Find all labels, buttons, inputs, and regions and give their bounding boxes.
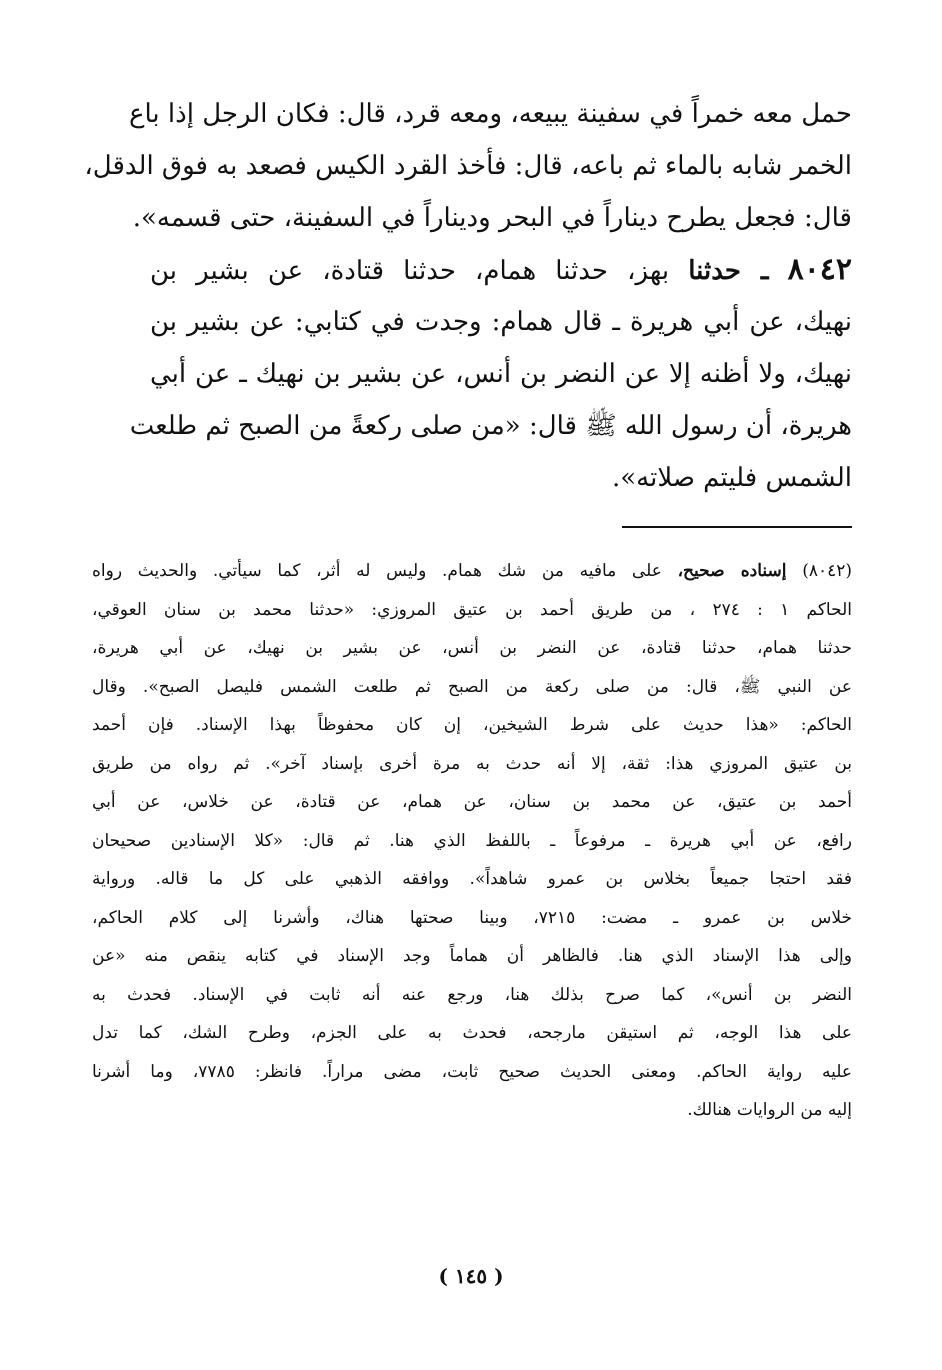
footnote-line: وإلى هذا الإسناد الذي هنا. فالظاهر أن هماماً وجد الإسناد في كتابه ينقص منه «عن bbox=[92, 946, 852, 966]
text-line: نهيك، عن أبي هريرة ـ قال همام: وجدت في كتابي: عن بشير بن bbox=[150, 307, 852, 337]
footnote-line: فقد احتجا جميعاً بخلاس بن عمرو شاهداً». ووافقه الذهبي على كل ما قاله. ورواية bbox=[92, 869, 852, 889]
text-line: الخمر شابه بالماء ثم باعه، قال: فأخذ القرد الكيس فصعد به فوق الدقل، bbox=[84, 151, 852, 181]
footnote-divider bbox=[622, 526, 852, 528]
footnote-text: على مافيه من شك همام. وليس له أثر، كما سيأتي. والحديث رواه bbox=[92, 561, 662, 581]
footnote-line: رافع، عن أبي هريرة ـ مرفوعاً ـ باللفظ الذي هنا. ثم قال: «كلا الإسنادين صحيحان bbox=[92, 830, 852, 851]
footnote-ref: (٨٠٤٢) bbox=[802, 561, 853, 581]
main-text bbox=[84, 88, 853, 504]
footnote-line: على هذا الوجه، ثم استيقن مارجحه، فحدث به على الجزم، وطرح الشك، كما تدل bbox=[92, 1023, 852, 1043]
hadith-first-line bbox=[150, 244, 852, 296]
hadith-lead: ـ حدثنا bbox=[688, 256, 769, 286]
footnote-line: عن النبي ﷺ، قال: من صلى ركعة من الصبح ثم طلعت الشمس فليصل الصبح». وقال bbox=[92, 676, 852, 697]
page-number: ( ١٤٥ ) bbox=[438, 1264, 504, 1288]
text-line: حمل معه خمراً في سفينة يبيعه، ومعه قرد، قال: فكان الرجل إذا باع bbox=[129, 99, 852, 129]
footnote-line: عليه رواية الحاكم. ومعنى الحديث صحيح ثابت، مضى مراراً. فانظر: ٧٧٨٥، وما أشرنا bbox=[92, 1061, 852, 1082]
text-line: الشمس فليتم صلاته». bbox=[611, 463, 852, 493]
text-line: قال: فجعل يطرح ديناراً في البحر وديناراً في السفينة، حتى قسمه». bbox=[132, 203, 852, 233]
footnote-line: الحاكم: «هذا حديث على شرط الشيخين، إن كان محفوظاً بهذا الإسناد. فإن أحمد bbox=[92, 715, 852, 735]
footnote-line: الحاكم ١ : ٢٧٤ ، من طريق أحمد بن عتيق المروزي: «حدثنا محمد بن سنان العوقي، bbox=[92, 599, 852, 620]
footnotes bbox=[92, 552, 852, 1130]
hadith-text: بهز، حدثنا همام، حدثنا قتادة، عن بشير بن bbox=[150, 256, 670, 286]
hadith-number: ٨٠٤٢ bbox=[787, 252, 853, 287]
footnote-first-line bbox=[92, 552, 852, 591]
footnote-line: حدثنا همام، حدثنا قتادة، عن النضر بن أنس، عن بشير بن نهيك، عن أبي هريرة، bbox=[92, 638, 852, 658]
text-line: نهيك، ولا أظنه إلا عن النضر بن أنس، عن بشير بن نهيك ـ عن أبي bbox=[150, 359, 852, 389]
footnote-line: النضر بن أنس»، كما صرح بذلك هنا، ورجع عنه أنه ثابت في الإسناد. فحدث به bbox=[92, 984, 852, 1005]
text-line: هريرة، أن رسول الله ﷺ قال: «من صلى ركعةً من الصبح ثم طلعت bbox=[129, 411, 852, 441]
footnote-line: أحمد بن عتيق، عن محمد بن سنان، عن همام، عن قتادة، عن خلاس، عن أبي bbox=[92, 792, 852, 812]
footnote-line: خلاس بن عمرو ـ مضت: ٧٢١٥، وبينا صحتها هناك، وأشرنا إلى كلام الحاكم، bbox=[92, 907, 853, 928]
footnote-lead: إسناده صحيح، bbox=[677, 561, 787, 581]
footnote-line: بن عتيق المروزي هذا: ثقة، إلا أنه حدث به مرة أخرى بإسناد آخر». ثم رواه من طريق bbox=[92, 753, 852, 774]
footnote-line: إليه من الروايات هنالك. bbox=[687, 1100, 852, 1120]
